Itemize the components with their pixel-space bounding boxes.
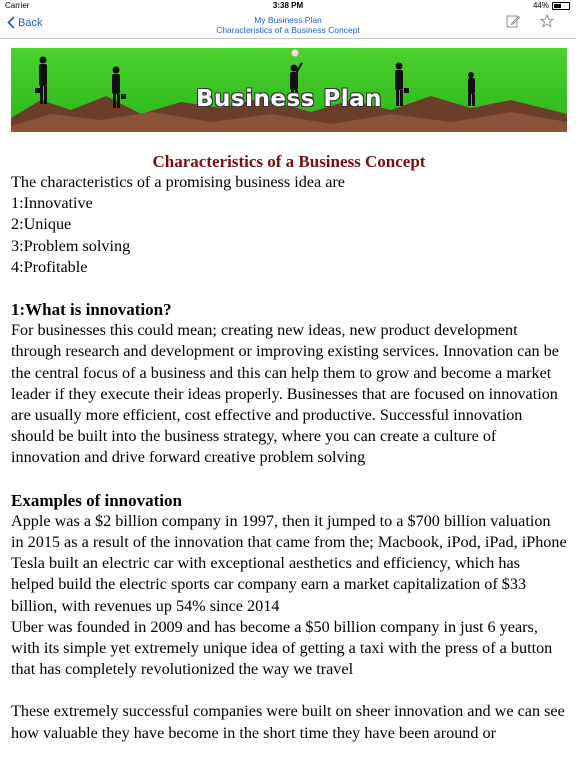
- battery-percent: 44%: [532, 1, 549, 10]
- banner-title: Business Plan: [196, 86, 382, 112]
- list-item: 3:Problem solving: [11, 236, 131, 255]
- article-heading: Characteristics of a Business Concept: [152, 152, 426, 171]
- intro-text: The characteristics of a promising business idea are: [11, 173, 345, 191]
- closing-paragraph: These extremely successful companies were built on sheer innovation and we can see how valuable they have become in the short time they have been around or: [11, 702, 565, 742]
- list-item: 4:Profitable: [11, 257, 88, 276]
- example-apple: Apple was a $2 billion company in 1997, then it jumped to a $700 billion valuation in 2015 as a result of the innovation that came from the; Macbook, iPod, iPad, iPhone: [11, 511, 567, 552]
- list-item: 2:Unique: [11, 215, 72, 234]
- battery-status: [533, 1, 570, 10]
- carrier-label: Carrier: [5, 1, 30, 10]
- business-plan-banner: [11, 48, 567, 132]
- battery-icon: [552, 2, 570, 10]
- example-tesla: Tesla built an electric car with exceptional aesthetics and efficiency, which has helped build the electric sports car company earn a market capitalization of $33 billion, with revenues up 54% since 2014: [11, 554, 527, 615]
- nav-actions: [506, 14, 554, 28]
- section-title-examples: Examples of innovation: [11, 490, 182, 510]
- section-title-innovation: 1:What is innovation?: [11, 300, 172, 320]
- page-title: [0, 15, 576, 35]
- navigation-bar: [0, 12, 576, 39]
- section-body-innovation: For businesses this could mean; creating new ideas, new product development through research and development or improving existing services. Innovation can be the central focus of a business and this can help them to grow and become a market leader if they execute their ideas properly. Businesses that are focused on innovation are usually more efficient, cost effective and productive. Successful innovation should be built into the business strategy, where you can create a culture of innovation and drive forward creative problem solving: [11, 321, 559, 467]
- example-uber: Uber was founded in 2009 and has become a $50 billion company in just 6 years, with its simple yet extremely unique idea of getting a taxi with the press of a button that has completely revolutionized the way we travel: [11, 617, 553, 679]
- list-item: 1:Innovative: [11, 194, 93, 213]
- clock: 3:38 PM: [272, 1, 304, 10]
- back-label: Back: [18, 16, 43, 29]
- title-line-2: Characteristics of a Business Concept: [216, 25, 360, 35]
- compose-icon[interactable]: [506, 14, 520, 28]
- status-bar: [0, 0, 576, 12]
- article-content: [11, 151, 567, 744]
- star-icon[interactable]: [540, 14, 554, 28]
- title-line-1: My Business Plan: [254, 15, 322, 25]
